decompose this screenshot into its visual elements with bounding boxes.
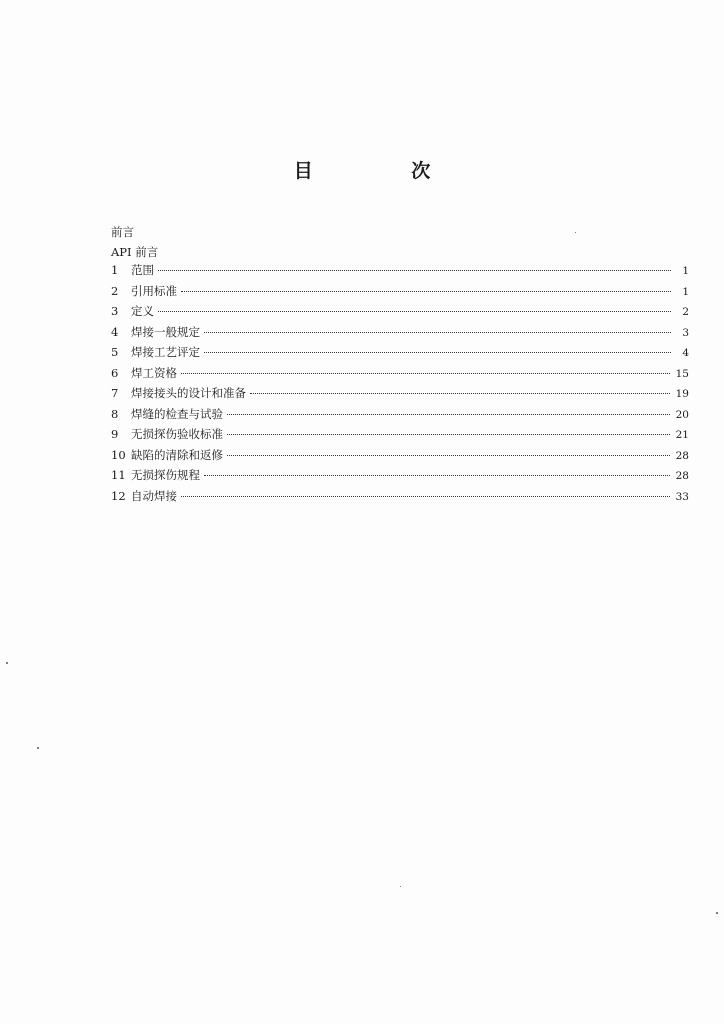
toc-entry (111, 344, 689, 365)
toc-title: 引用标准 (131, 283, 177, 298)
toc-title: 自动焊接 (131, 488, 177, 503)
toc-title: 焊工资格 (131, 365, 177, 380)
toc-number: 3 (111, 304, 119, 318)
foreword-entry: 前言 (111, 225, 134, 239)
toc-entry (111, 365, 689, 386)
toc-title: 定义 (131, 304, 154, 318)
toc-entry (111, 488, 689, 509)
dot-leader (227, 455, 670, 456)
api-foreword-entry: API 前言 (111, 245, 159, 259)
toc-title: 缺陷的清除和返修 (131, 447, 223, 462)
toc-title: 焊缝的检查与试验 (131, 406, 223, 421)
toc-title: 焊接一般规定 (131, 324, 200, 339)
toc-number: 2 (111, 283, 119, 298)
scan-speck (716, 912, 718, 914)
toc-entry (111, 447, 689, 468)
toc-entry (111, 385, 689, 406)
toc-entry (111, 283, 689, 304)
toc-page-number: 33 (675, 490, 689, 503)
table-of-contents (111, 262, 689, 508)
toc-entry (111, 303, 689, 324)
toc-page-number: 28 (675, 449, 689, 462)
toc-title: 焊接接头的设计和准备 (131, 386, 246, 400)
toc-title: 焊接工艺评定 (131, 345, 200, 359)
toc-page-number: 20 (675, 408, 689, 421)
dot-leader (227, 434, 670, 435)
toc-page-number: 19 (675, 388, 689, 400)
toc-number: 11 (111, 468, 126, 482)
dot-leader (181, 496, 670, 497)
toc-number: 6 (111, 365, 119, 380)
toc-entry (111, 426, 689, 447)
toc-number: 7 (111, 386, 119, 400)
toc-number: 4 (111, 324, 119, 339)
toc-entry (111, 467, 689, 488)
toc-page-number: 28 (675, 470, 689, 482)
toc-entry (111, 262, 689, 283)
toc-page-number: 15 (675, 367, 689, 380)
dot-leader (204, 352, 671, 353)
dot-leader (204, 332, 671, 333)
toc-entry (111, 406, 689, 427)
toc-page-number: 2 (682, 306, 689, 318)
toc-number: 8 (111, 406, 119, 421)
scan-speck (37, 747, 39, 749)
dot-leader (227, 414, 670, 415)
toc-number: 1 (111, 263, 119, 277)
toc-number: 9 (111, 427, 119, 441)
dot-leader (181, 291, 671, 292)
toc-number: 5 (111, 345, 119, 359)
scan-speck (400, 886, 401, 887)
page-title: 目 次 (293, 160, 477, 182)
toc-page-number: 4 (682, 347, 689, 359)
toc-title: 无损探伤规程 (131, 468, 200, 482)
dot-leader (158, 311, 671, 312)
toc-entry (111, 324, 689, 345)
toc-page-number: 3 (682, 326, 689, 339)
dot-leader (204, 475, 670, 476)
dot-leader (181, 373, 670, 374)
scan-speck (6, 662, 8, 664)
scan-speck (575, 232, 576, 233)
toc-title: 范围 (131, 263, 154, 277)
toc-page-number: 1 (682, 285, 689, 298)
dot-leader (158, 270, 671, 271)
toc-number: 10 (111, 447, 126, 462)
toc-page-number: 1 (682, 265, 689, 277)
toc-title: 无损探伤验收标准 (131, 427, 223, 441)
toc-page-number: 21 (675, 429, 689, 441)
toc-number: 12 (111, 488, 126, 503)
dot-leader (250, 393, 670, 394)
